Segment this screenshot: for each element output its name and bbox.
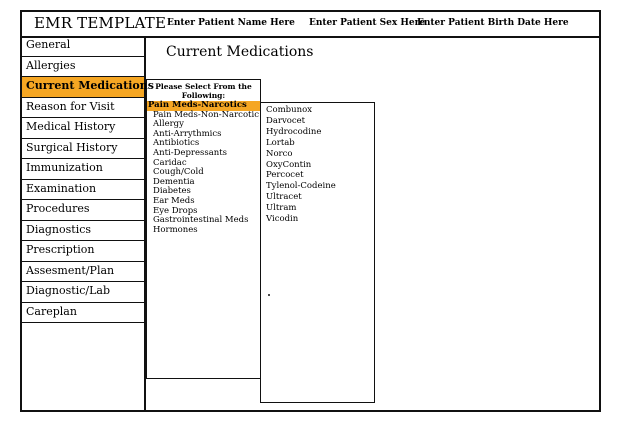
page-title: Current Medications <box>166 44 314 60</box>
category-item[interactable]: Pain Meds-Narcotics <box>147 101 260 111</box>
category-item[interactable]: Ear Meds <box>153 195 195 206</box>
medication-item[interactable]: Lortab <box>266 137 295 148</box>
medication-item[interactable]: Darvocet <box>266 115 306 126</box>
medication-item[interactable]: Norco <box>266 148 293 159</box>
sidebar-item-allergies[interactable]: Allergies <box>22 57 144 78</box>
medication-item[interactable]: Hydrocodine <box>266 126 322 137</box>
medication-item[interactable]: Vicodin <box>266 214 299 225</box>
category-item[interactable]: Allergy <box>153 119 184 130</box>
category-item[interactable]: Cough/Cold <box>153 167 204 178</box>
category-item[interactable]: Caridac <box>153 157 187 168</box>
sidebar-nav <box>22 36 154 410</box>
medication-item[interactable]: Percocet <box>266 170 304 181</box>
sidebar-item-general[interactable]: General <box>22 36 144 57</box>
sidebar-item-examination[interactable]: Examination <box>22 180 144 201</box>
medication-item[interactable]: Ultram <box>266 203 297 214</box>
category-item[interactable]: Anti-Arrythmics <box>153 128 222 139</box>
category-item[interactable]: Gastrointestinal Meds <box>153 215 249 226</box>
cursor-dot <box>268 294 270 296</box>
medication-item[interactable]: Ultracet <box>266 192 302 203</box>
sidebar-item-surgical-history[interactable]: Surgical History <box>22 139 144 160</box>
medication-item[interactable]: Combunox <box>266 105 312 115</box>
sidebar-item-prescription[interactable]: Prescription <box>22 241 144 262</box>
category-item[interactable]: Eye Drops <box>153 205 198 216</box>
sidebar-item-diagnostics[interactable]: Diagnostics <box>22 221 144 242</box>
sidebar-item-current-medications[interactable]: Current Medications <box>22 77 144 98</box>
emr-window <box>20 10 601 412</box>
sidebar-item-medical-history[interactable]: Medical History <box>22 118 144 139</box>
main-content <box>146 36 599 410</box>
sidebar-item-immunization[interactable]: Immunization <box>22 159 144 180</box>
sidebar-item-reason-for-visit[interactable]: Reason for Visit <box>22 98 144 119</box>
header-bar <box>22 12 599 38</box>
sidebar-item-careplan[interactable]: Careplan <box>22 303 144 324</box>
patient-sex-field[interactable]: Enter Patient Sex Here <box>309 18 426 28</box>
sidebar-item-diagnostic-lab[interactable]: Diagnostic/Lab <box>22 282 144 303</box>
category-item[interactable]: Hormones <box>153 224 198 235</box>
category-list-panel <box>146 79 261 379</box>
medication-list-panel <box>260 102 375 403</box>
sidebar-item-procedures[interactable]: Procedures <box>22 200 144 221</box>
category-list <box>147 101 260 235</box>
category-item[interactable]: Diabetes <box>153 186 191 197</box>
patient-name-field[interactable]: Enter Patient Name Here <box>167 18 295 28</box>
patient-birth-date-field[interactable]: Enter Patient Birth Date Here <box>417 18 569 28</box>
sidebar-item-assessment-plan[interactable]: Assesment/Plan <box>22 262 144 283</box>
medication-item[interactable]: OxyContin <box>266 159 312 170</box>
category-item[interactable]: Anti-Depressants <box>153 147 228 158</box>
category-list-header: Please Select From the Following: <box>155 82 252 100</box>
category-item[interactable]: Pain Meds-Non-Narcotic <box>153 109 259 120</box>
category-item[interactable]: Antibiotics <box>153 138 200 149</box>
category-item[interactable]: Dementia <box>153 176 195 187</box>
medication-item[interactable]: Tylenol-Codeine <box>266 181 336 192</box>
app-title: EMR TEMPLATE <box>34 14 167 32</box>
